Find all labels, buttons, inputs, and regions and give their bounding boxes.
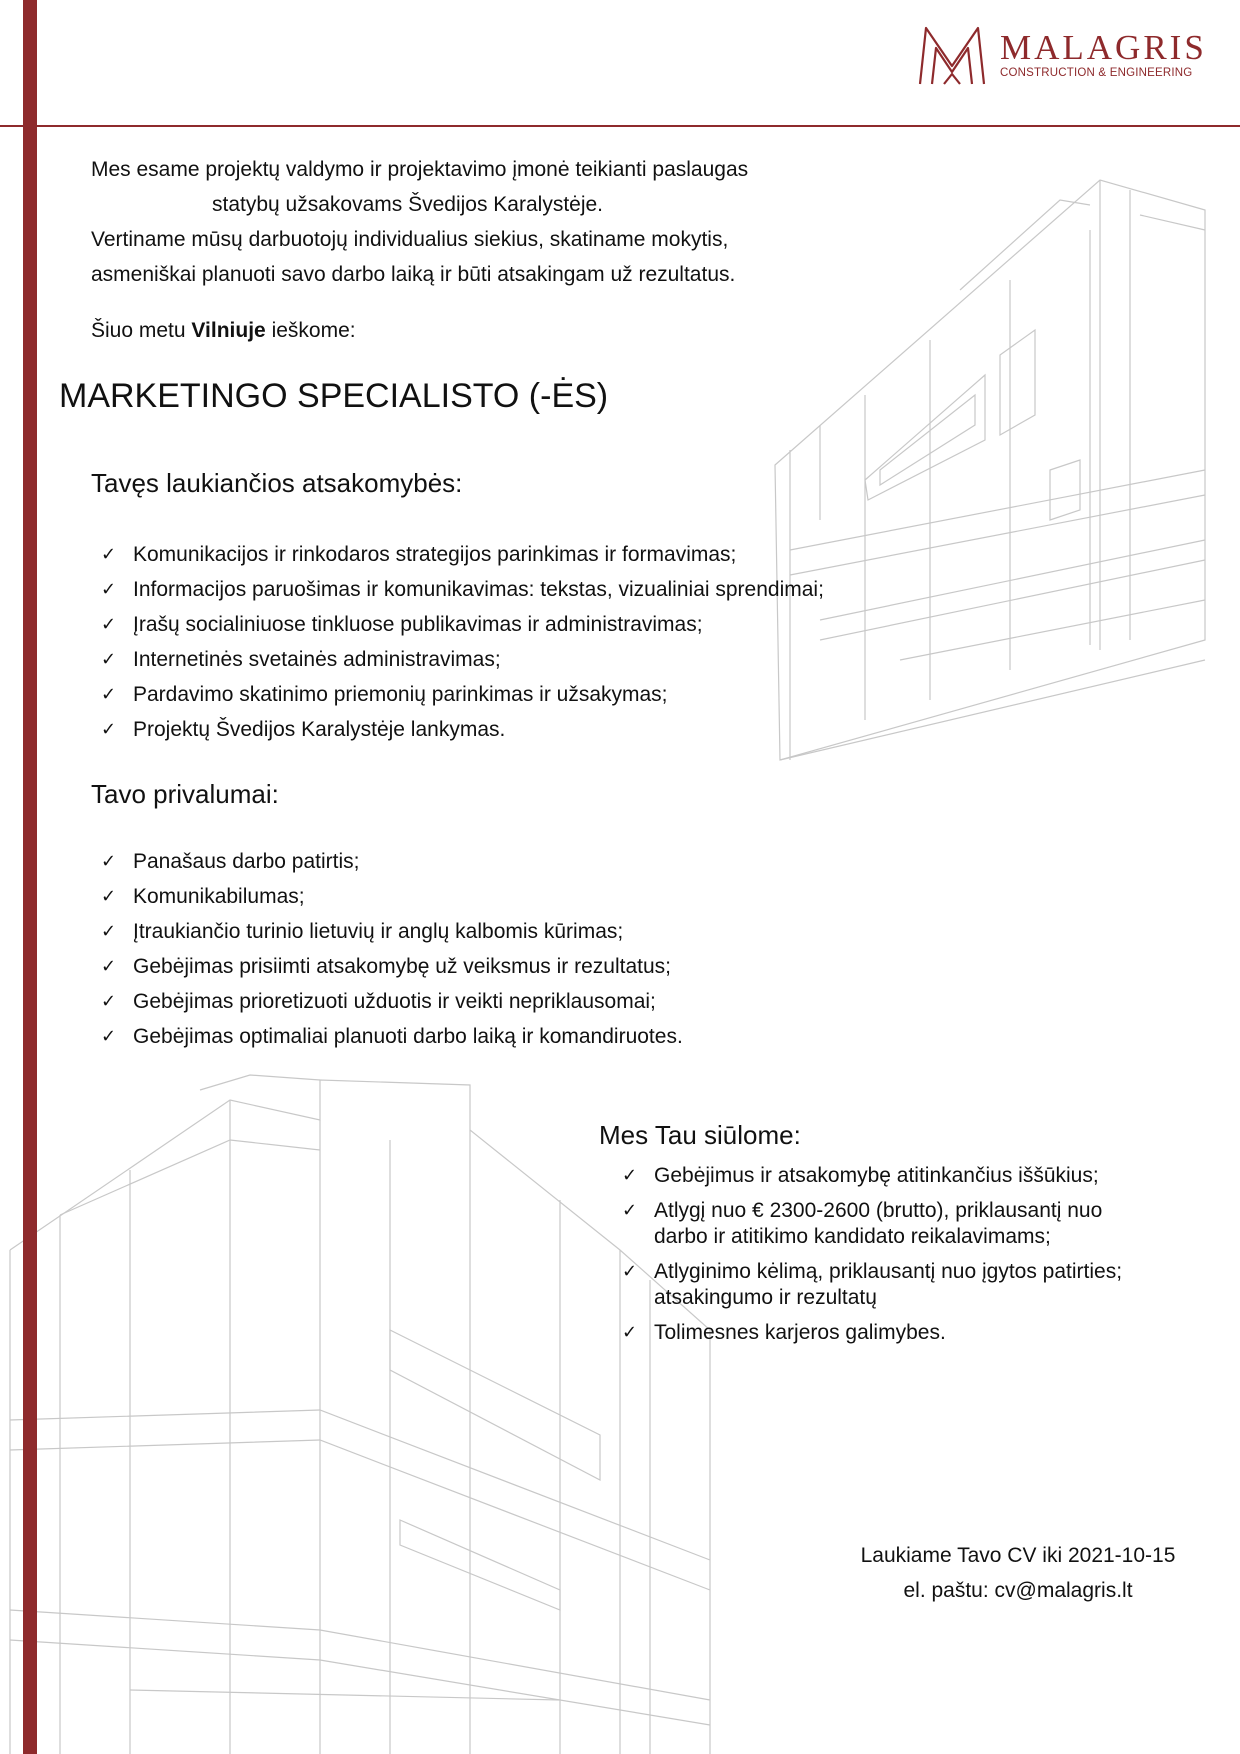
job-title: MARKETINGO SPECIALISTO (-ĖS) [59, 377, 609, 415]
list-item: ✓ Gebėjimas optimaliai planuoti darbo laiką ir komandiruotes. [91, 1019, 683, 1054]
list-item: ✓ Internetinės svetainės administravimas; [91, 642, 824, 677]
check-icon: ✓ [101, 1026, 117, 1047]
check-icon: ✓ [101, 851, 117, 872]
header-divider [0, 125, 1240, 127]
list-item: ✓ Gebėjimus ir atsakomybę atitinkančius iššūkius; [622, 1164, 1099, 1187]
check-icon: ✓ [101, 719, 117, 740]
offer-list [612, 1163, 1122, 1355]
responsibilities-list [91, 537, 824, 747]
logo-name: MALAGRIS [1000, 28, 1207, 67]
check-icon: ✓ [622, 1322, 638, 1343]
search-line [91, 313, 356, 348]
deadline-text: Laukiame Tavo CV iki 2021-10-15 [860, 1544, 1176, 1567]
check-icon: ✓ [101, 991, 117, 1012]
list-item: ✓ Atlyginimo kėlimą, priklausantį nuo įgytos patirties; atsakingumo ir rezultatų [622, 1260, 1123, 1309]
check-icon: ✓ [101, 614, 117, 635]
intro-line-1: Mes esame projektų valdymo ir projektavimo įmonė teikianti paslaugas [91, 158, 749, 181]
intro-line-3: Vertiname mūsų darbuotojų individualius siekius, skatiname mokytis, [91, 228, 729, 251]
application-info [838, 1538, 1198, 1608]
list-item: ✓ Atlygį nuo € 2300-2600 (brutto), priklausantį nuo darbo ir atitikimo kandidato reikalavimams; [622, 1199, 1103, 1248]
list-item: ✓ Projektų Švedijos Karalystėje lankymas. [91, 712, 824, 747]
check-icon: ✓ [622, 1165, 638, 1186]
list-item: ✓ Gebėjimas prisiimti atsakomybę už veiksmus ir rezultatus; [91, 949, 683, 984]
check-icon: ✓ [101, 886, 117, 907]
check-icon: ✓ [101, 544, 117, 565]
search-city: Vilniuje [191, 319, 266, 342]
intro-line-4: asmeniškai planuoti savo darbo laiką ir būti atsakingam už rezultatus. [91, 263, 736, 286]
check-icon: ✓ [101, 579, 117, 600]
check-icon: ✓ [101, 921, 117, 942]
left-accent-bar [23, 0, 37, 1754]
intro-line-2: statybų užsakovams Švedijos Karalystėje. [212, 193, 604, 216]
check-icon: ✓ [101, 649, 117, 670]
list-item: ✓ Tolimesnes karjeros galimybes. [622, 1321, 946, 1344]
check-icon: ✓ [622, 1200, 638, 1221]
list-item: ✓ Komunikabilumas; [91, 879, 683, 914]
company-logo [916, 22, 1206, 90]
malagris-m-logo-icon [916, 22, 988, 90]
search-prefix: Šiuo metu [91, 319, 186, 342]
responsibilities-heading: Tavęs laukiančios atsakomybės: [91, 468, 463, 498]
list-item: ✓ Pardavimo skatinimo priemonių parinkimas ir užsakymas; [91, 677, 824, 712]
contact-email: el. paštu: cv@malagris.lt [903, 1579, 1133, 1602]
search-suffix: ieškome: [271, 319, 356, 342]
offer-heading: Mes Tau siūlome: [599, 1120, 801, 1150]
list-item: ✓ Panašaus darbo patirtis; [91, 844, 683, 879]
check-icon: ✓ [622, 1261, 638, 1282]
check-icon: ✓ [101, 684, 117, 705]
list-item: ✓ Įtraukiančio turinio lietuvių ir anglų kalbomis kūrimas; [91, 914, 683, 949]
list-item: ✓ Gebėjimas prioretizuoti užduotis ir veikti nepriklausomai; [91, 984, 683, 1019]
advantages-heading: Tavo privalumai: [91, 779, 279, 809]
list-item: ✓ Komunikacijos ir rinkodaros strategijos parinkimas ir formavimas; [91, 537, 824, 572]
list-item: ✓ Informacijos paruošimas ir komunikavimas: tekstas, vizualiniai sprendimai; [91, 572, 824, 607]
check-icon: ✓ [101, 956, 117, 977]
advantages-list [91, 844, 683, 1054]
logo-tagline: CONSTRUCTION & ENGINEERING [1000, 67, 1193, 79]
list-item: ✓ Įrašų socialiniuose tinkluose publikavimas ir administravimas; [91, 607, 824, 642]
